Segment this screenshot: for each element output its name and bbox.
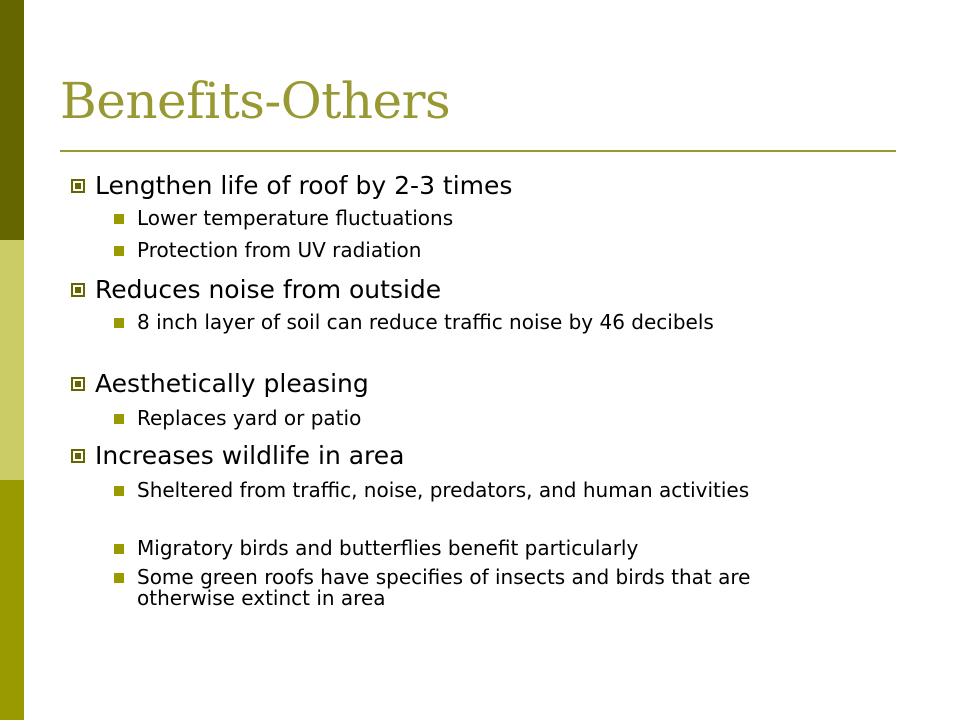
- title-divider: [60, 150, 896, 152]
- sidebar-middle-band: [0, 240, 24, 480]
- sub-bullet-icon: [114, 318, 124, 328]
- sidebar-bottom-band: [0, 480, 24, 720]
- square-bullet-icon: [71, 449, 85, 463]
- sub-bullet-icon: [114, 486, 124, 496]
- sub-bullet-text: Lower temperature fluctuations: [137, 206, 454, 230]
- square-bullet-icon: [71, 377, 85, 391]
- bullet-text: Aesthetically pleasing: [95, 369, 369, 398]
- sub-bullet-icon: [114, 544, 124, 554]
- sub-bullet-text: Sheltered from traffic, noise, predators, and human activities: [137, 478, 750, 502]
- bullet-text: Increases wildlife in area: [95, 441, 405, 470]
- sub-bullet-icon: [114, 573, 124, 583]
- sub-bullet-text: Replaces yard or patio: [137, 406, 362, 430]
- slide-title: Benefits-Others: [60, 72, 451, 130]
- bullet-text: Lengthen life of roof by 2-3 times: [95, 171, 513, 200]
- sub-bullet-text: Some green roofs have specifies of insects and birds that are otherwise extinct in area: [137, 565, 751, 610]
- sub-bullet-icon: [114, 246, 124, 256]
- sub-bullet-text: Protection from UV radiation: [137, 238, 422, 262]
- sub-bullet-icon: [114, 214, 124, 224]
- sidebar-top-band: [0, 0, 24, 240]
- square-bullet-icon: [71, 179, 85, 193]
- sub-bullet-text: 8 inch layer of soil can reduce traffic noise by 46 decibels: [137, 310, 714, 334]
- square-bullet-icon: [71, 283, 85, 297]
- sub-bullet-icon: [114, 414, 124, 424]
- sub-bullet-text: Migratory birds and butterflies benefit particularly: [137, 536, 639, 560]
- bullet-text: Reduces noise from outside: [95, 275, 442, 304]
